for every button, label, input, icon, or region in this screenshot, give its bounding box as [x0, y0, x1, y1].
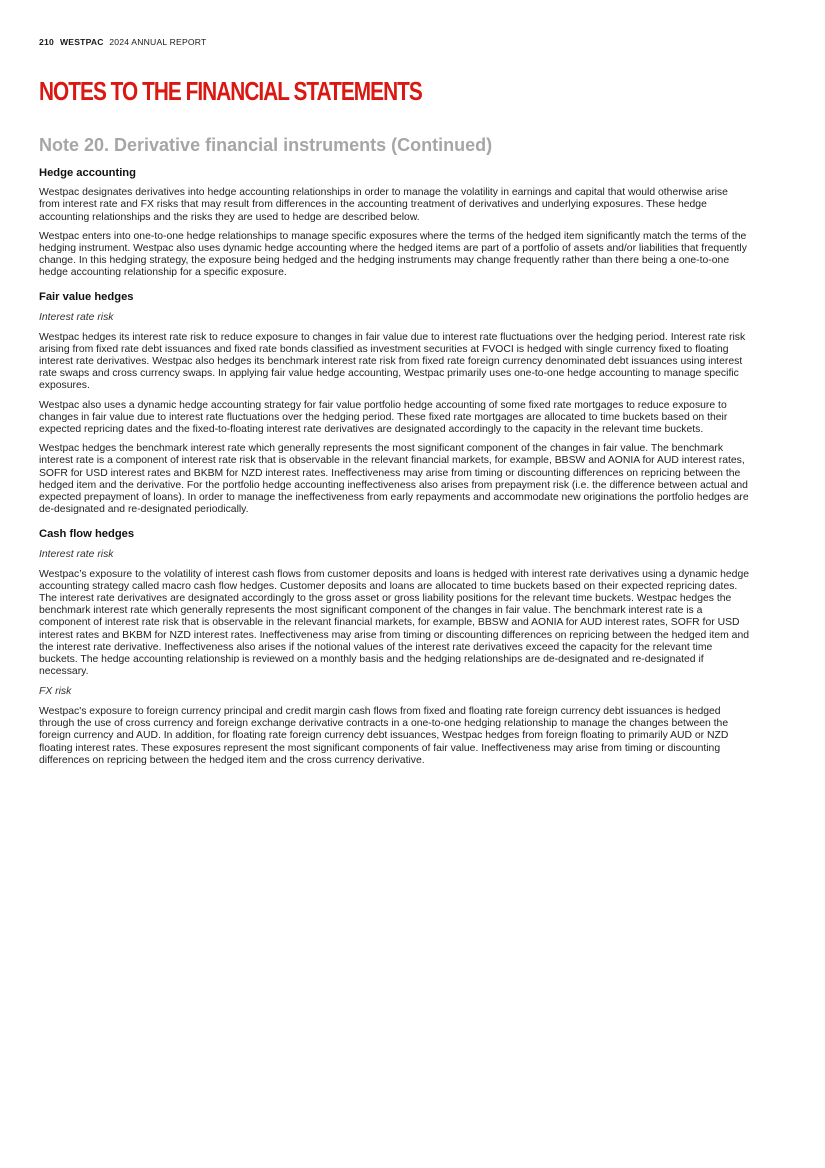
content — [39, 135, 749, 774]
brand-name: WESTPAC — [59, 37, 104, 47]
fair-value-interest-rate-risk-subheading: Interest rate risk — [39, 312, 114, 324]
paragraph: Westpac's exposure to foreign currency principal and credit margin cash flows from fixed and floating rate foreign currency debt issuances is hedged through the use of cross currency and foreign exchange derivative contracts in a one-to-one hedging relationship to manage the changes between the foreign currency and AUD. In addition, for floating rate foreign currency debt issuances, Westpac hedges from foreign floating to primarily AUD or NZD floating interest rates. These exposures represent the most significant components of fair value. Ineffectiveness may arise from timing or discounting differences on repricing between the hedged item and the cross currency derivative. — [39, 705, 729, 766]
report-name: 2024 ANNUAL REPORT — [109, 37, 207, 47]
paragraph: Westpac’s exposure to the volatility of interest cash flows from customer deposits and loans is hedged with interest rate derivatives using a dynamic hedge accounting strategy called macro cash flow hedges. Customer deposits and loans are allocated to time buckets based on their expected repricing dates. The interest rate derivatives are designated accordingly to the gross asset or gross liability positions for the relevant time buckets. Westpac hedges the benchmark interest rate which generally represents the most significant component of the changes in fair value. The benchmark interest rate is a component of interest rate risk that is observable in the relevant financial markets, for example, BBSW and AONIA for AUD interest rates, SOFR for USD interest rates and BKBM for NZD interest rates. Ineffectiveness may arise from timing or discounting differences on repricing between the hedged item and the interest rate derivative. Ineffectiveness also arises if the notional values of the interest rate derivatives exceed the capacity for the relevant time buckets. The hedge accounting relationship is reviewed on a monthly basis and the hedging relationships are de-designated and re-designated if necessary. — [39, 568, 750, 678]
paragraph: Westpac hedges its interest rate risk to reduce exposure to changes in fair value due to interest rate fluctuations over the hedging period. Interest rate risk arising from fixed rate debt issuances and fixed rate bonds classified as investment securities at FVOCI is hedged with single currency fixed to floating interest rate derivatives. Westpac also hedges its benchmark interest rate risk from fixed rate foreign currency denominated debt issuances using interest rate swaps and cross currency swaps. In applying fair value hedge accounting, Westpac primarily uses one-to-one hedge accounting to manage specific exposures. — [39, 331, 746, 392]
cash-flow-interest-rate-risk-subheading: Interest rate risk — [39, 549, 114, 561]
note-title: Note 20. Derivative financial instruments (Continued) — [39, 135, 493, 155]
running-header — [39, 37, 207, 47]
fx-risk-subheading: FX risk — [39, 686, 72, 698]
section-title: NOTES TO THE FINANCIAL STATEMENTS — [39, 76, 422, 106]
hedge-accounting-heading: Hedge accounting — [39, 166, 136, 179]
paragraph: Westpac hedges the benchmark interest rate which generally represents the most significant component of the changes in fair value. The benchmark interest rate is a component of interest rate risk that is observable in the relevant financial markets, for example, BBSW and AONIA for AUD interest rates, SOFR for USD interest rates and BKBM for NZD interest rates. Ineffectiveness may arise from timing or discounting differences on repricing between the hedged item and the derivative. For the portfolio hedge accounting ineffectiveness also arises from prepayment risk (i.e. the difference between actual and expected prepayment of loans). In order to manage the ineffectiveness from early repayments and accommodate new originations the portfolio hedges are de-designated and re-designated periodically. — [39, 443, 749, 516]
page-number: 210 — [39, 37, 54, 47]
paragraph: Westpac also uses a dynamic hedge accounting strategy for fair value portfolio hedge accounting of some fixed rate mortgages to reduce exposure to changes in fair value due to interest rate fluctuations over the hedging period. These fixed rate mortgages are allocated to time buckets based on their expected repricing dates and the fixed-to-floating interest rate derivatives are designated accordingly to the capacity in the relevant time buckets. — [39, 399, 728, 436]
fair-value-hedges-heading: Fair value hedges — [39, 290, 134, 303]
cash-flow-hedges-heading: Cash flow hedges — [39, 527, 135, 540]
paragraph: Westpac enters into one-to-one hedge relationships to manage specific exposures where the terms of the hedged item significantly match the terms of the hedging instrument. Westpac also uses dynamic hedge accounting where the hedged items are part of a portfolio of assets and/or liabilities that frequently change. In this hedging strategy, the exposure being hedged and the hedging instruments may change frequently rather than there being a one-to-one hedge accounting relationship for a specific exposure. — [39, 230, 747, 279]
paragraph: Westpac designates derivatives into hedge accounting relationships in order to manage the volatility in earnings and capital that would otherwise arise from interest rate and FX risks that may result from differences in the accounting treatment of derivatives and underlying exposures. These hedge accounting relationships and the risks they are used to hedge are described below. — [39, 187, 728, 223]
